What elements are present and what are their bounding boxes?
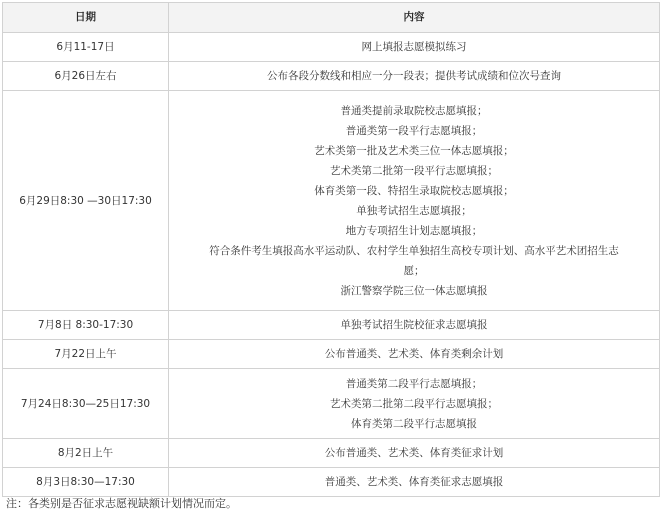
content-line: 普通类、艺术类、体育类征求志愿填报 <box>324 476 504 488</box>
table-row <box>3 369 660 439</box>
header-date: 日期 <box>3 3 169 33</box>
date-cell: 7月24日8:30—25日17:30 <box>3 369 169 439</box>
date-cell: 7月22日上午 <box>3 340 169 369</box>
content-cell <box>169 33 660 62</box>
content-line: 普通类提前录取院校志愿填报； <box>340 104 488 117</box>
date-cell: 6月26日左右 <box>3 62 169 91</box>
date-cell: 8月3日8:30—17:30 <box>3 468 169 497</box>
content-cell <box>169 91 660 311</box>
table-row <box>3 91 660 311</box>
date-cell: 6月29日8:30 —30日17:30 <box>3 91 169 311</box>
content-line: 公布普通类、艺术类、体育类征求计划 <box>324 447 504 459</box>
content-line: 单独考试招生志愿填报； <box>356 204 472 217</box>
table-header-row <box>3 3 660 33</box>
content-line: 公布普通类、艺术类、体育类剩余计划 <box>324 348 504 360</box>
content-line: 地方专项招生计划志愿填报； <box>345 224 483 237</box>
content-line: 普通类第一段平行志愿填报； <box>345 124 483 137</box>
table-row <box>3 33 660 62</box>
content-cell <box>169 62 660 91</box>
content-line: 体育类第一段、特招生录取院校志愿填报； <box>314 184 514 197</box>
content-line: 体育类第二段平行志愿填报 <box>351 417 477 430</box>
content-line: 普通类第二段平行志愿填报； <box>345 377 483 390</box>
table-row <box>3 439 660 468</box>
footnote: 注：各类别是否征求志愿视缺额计划情况而定。 <box>6 497 237 510</box>
content-cell <box>169 311 660 340</box>
content-line: 符合条件考生填报高水平运动队、农村学生单独招生高校专项计划、高水平艺术团招生志 <box>209 244 619 257</box>
date-cell: 8月2日上午 <box>3 439 169 468</box>
content-cell <box>169 468 660 497</box>
table-row <box>3 468 660 497</box>
content-cell <box>169 439 660 468</box>
table-body <box>3 33 660 497</box>
content-line: 艺术类第二批第一段平行志愿填报； <box>330 164 498 177</box>
content-cell <box>169 340 660 369</box>
content-line: 浙江警察学院三位一体志愿填报 <box>340 284 488 297</box>
content-line: 艺术类第一批及艺术类三位一体志愿填报； <box>314 144 514 157</box>
content-cell <box>169 369 660 439</box>
table-row <box>3 311 660 340</box>
content-line: 艺术类第二批第二段平行志愿填报； <box>330 397 498 410</box>
date-cell: 7月8日 8:30-17:30 <box>3 311 169 340</box>
content-line: 公布各段分数线和相应一分一段表；提供考试成绩和位次号查询 <box>267 70 561 82</box>
schedule-table <box>2 2 660 497</box>
content-line: 愿； <box>403 264 425 277</box>
content-line: 单独考试招生院校征求志愿填报 <box>340 319 488 331</box>
date-cell: 6月11-17日 <box>3 33 169 62</box>
content-line: 网上填报志愿模拟练习 <box>361 41 467 53</box>
table-row <box>3 340 660 369</box>
header-content: 内容 <box>169 3 660 33</box>
table-row <box>3 62 660 91</box>
